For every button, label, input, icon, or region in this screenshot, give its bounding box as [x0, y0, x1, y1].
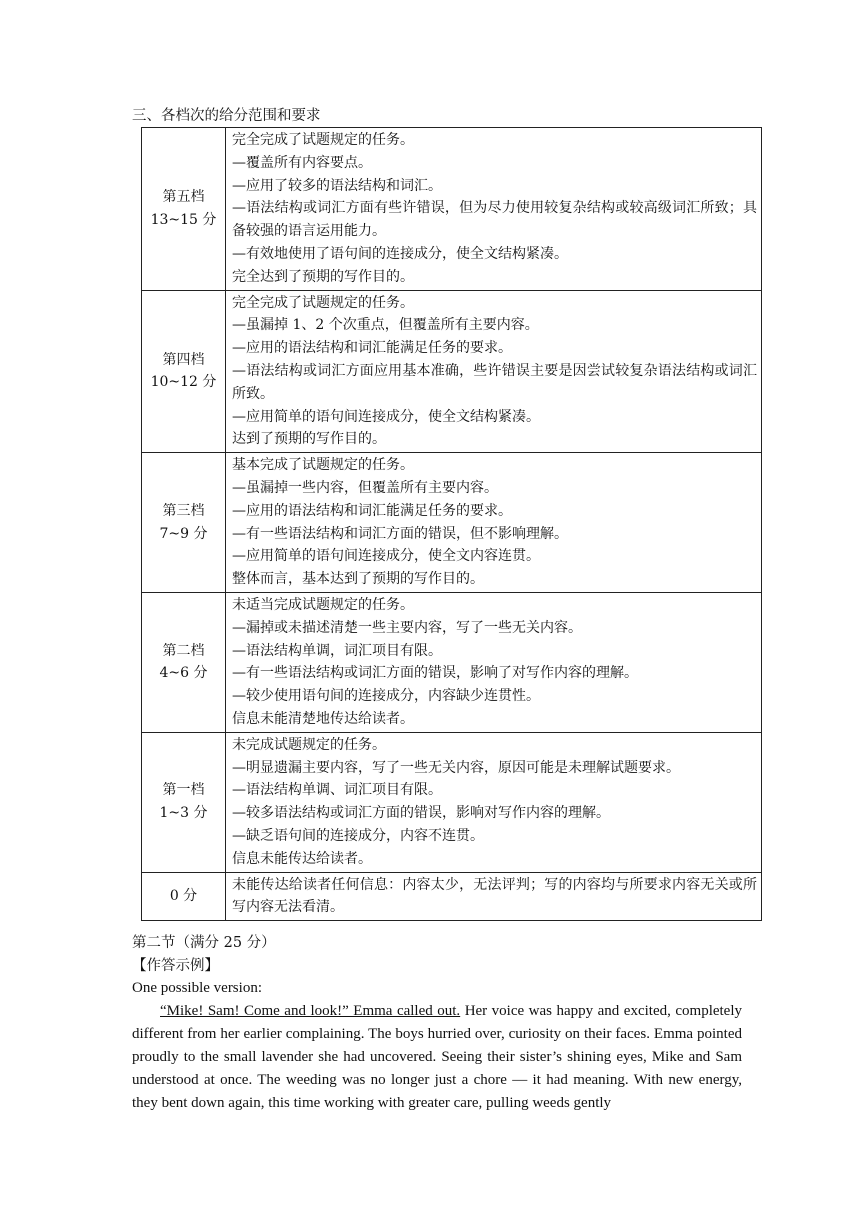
requirement-line: —应用简单的语句间连接成分，使全文内容连贯。 — [232, 548, 540, 565]
grading-row — [142, 290, 762, 453]
grading-row — [142, 453, 762, 593]
level-name: 第二档 — [162, 642, 205, 659]
requirement-line: 整体而言，基本达到了预期的写作目的。 — [232, 571, 484, 588]
level-cell — [142, 592, 226, 732]
level-name: 第三档 — [162, 502, 205, 519]
level-cell — [142, 872, 226, 921]
essay-body: Her voice was happy and excited, completely different from her earlier complaining. The boys hurried over, curiosity on their faces. Emma pointed proudly to the small lavender she had uncovered. Seeing their sister’s shining eyes, Mike and Sam understood at once. The weeding was no longer just a chore — it had meaning. With new energy, they bent down again, this time working with greater care, pulling weeds gently — [132, 1002, 743, 1111]
level-cell — [142, 290, 226, 453]
requirements-cell — [226, 732, 762, 872]
requirement-line: —有效地使用了语句间的连接成分，使全文结构紧凑。 — [232, 245, 568, 262]
requirements-cell — [226, 872, 762, 921]
version-label: One possible version: — [132, 980, 262, 997]
requirement-line: —语法结构或词汇方面有些许错误，但为尽力使用较复杂结构或较高级词汇所致；具备较强的语言运用能力。 — [232, 200, 757, 240]
essay-paragraph — [132, 1000, 742, 1115]
level-cell — [142, 732, 226, 872]
requirement-line: —缺乏语句间的连接成分，内容不连贯。 — [232, 827, 484, 844]
requirement-line: —语法结构单调，词汇项目有限。 — [232, 642, 442, 659]
score-range: 1~3 分 — [159, 805, 208, 822]
requirements-cell — [226, 592, 762, 732]
score-range: 10~12 分 — [150, 374, 217, 391]
section-2-heading: 第二节（满分 25 分） — [132, 935, 276, 951]
requirement-line: —虽漏掉一些内容，但覆盖所有主要内容。 — [232, 479, 498, 496]
section-heading: 三、各档次的给分范围和要求 — [132, 108, 321, 124]
requirement-line: —应用的语法结构和词汇能满足任务的要求。 — [232, 340, 512, 357]
requirement-line: —有一些语法结构或词汇方面的错误，影响了对写作内容的理解。 — [232, 665, 638, 682]
requirement-line: 完全达到了预期的写作目的。 — [232, 268, 414, 285]
requirement-line: —较多语法结构或词汇方面的错误，影响对写作内容的理解。 — [232, 805, 610, 822]
requirement-line: 未完成试题规定的任务。 — [232, 736, 386, 753]
grading-table — [141, 127, 762, 921]
score-range: 13~15 分 — [150, 211, 217, 228]
requirement-line: —明显遗漏主要内容，写了一些无关内容，原因可能是未理解试题要求。 — [232, 759, 680, 776]
grading-row — [142, 592, 762, 732]
level-name: 第五档 — [162, 188, 205, 205]
level-cell — [142, 453, 226, 593]
score-range: 0 分 — [169, 887, 198, 904]
requirement-line: —应用了较多的语法结构和词汇。 — [232, 177, 442, 194]
score-range: 4~6 分 — [159, 665, 208, 682]
requirements-cell — [226, 453, 762, 593]
requirement-line: —漏掉或未描述清楚一些主要内容，写了一些无关内容。 — [232, 619, 582, 636]
requirements-cell — [226, 128, 762, 291]
requirement-line: —语法结构单调、词汇项目有限。 — [232, 782, 442, 799]
requirement-line: 基本完成了试题规定的任务。 — [232, 457, 414, 474]
requirement-line: —虽漏掉 1、2 个次重点，但覆盖所有主要内容。 — [232, 317, 539, 334]
requirement-line: 未能传达给读者任何信息：内容太少，无法评判；写的内容均与所要求内容无关或所写内容无法看清。 — [232, 876, 757, 916]
requirement-line: —语法结构或词汇方面应用基本准确，些许错误主要是因尝试较复杂语法结构或词汇所致。 — [232, 362, 757, 402]
level-name: 第四档 — [162, 351, 205, 368]
requirement-line: 信息未能传达给读者。 — [232, 850, 372, 867]
grading-row — [142, 872, 762, 921]
requirement-line: 未适当完成试题规定的任务。 — [232, 596, 414, 613]
requirement-line: 信息未能清楚地传达给读者。 — [232, 710, 414, 727]
level-cell — [142, 128, 226, 291]
requirement-line: 完全完成了试题规定的任务。 — [232, 294, 414, 311]
requirements-cell — [226, 290, 762, 453]
requirement-line: —覆盖所有内容要点。 — [232, 154, 372, 171]
score-range: 7~9 分 — [159, 525, 208, 542]
section-2 — [132, 932, 742, 1115]
requirement-line: 完全完成了试题规定的任务。 — [232, 132, 414, 148]
requirement-line: —应用简单的语句间连接成分，使全文结构紧凑。 — [232, 408, 540, 425]
level-name: 第一档 — [162, 782, 205, 799]
essay-opening-sentence: “Mike! Sam! Come and look!” Emma called out. — [160, 1002, 461, 1019]
requirement-line: 达到了预期的写作目的。 — [232, 431, 386, 448]
requirement-line: —有一些语法结构和词汇方面的错误，但不影响理解。 — [232, 525, 568, 542]
requirement-line: —较少使用语句间的连接成分，内容缺少连贯性。 — [232, 688, 540, 705]
requirement-line: —应用的语法结构和词汇能满足任务的要求。 — [232, 502, 512, 519]
grading-row — [142, 128, 762, 291]
example-label: 【作答示例】 — [132, 957, 219, 974]
grading-row — [142, 732, 762, 872]
